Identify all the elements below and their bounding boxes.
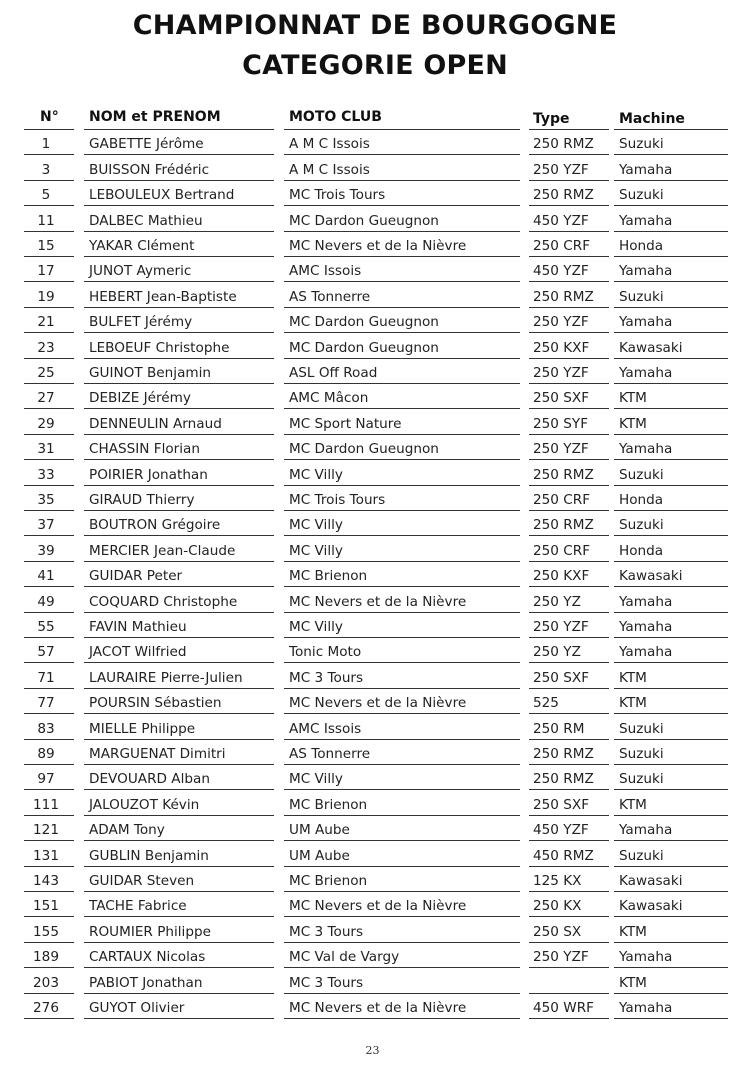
moto-club: MC Nevers et de la Nièvre (289, 593, 467, 610)
moto-club: MC Nevers et de la Nièvre (289, 237, 467, 254)
moto-club: MC Brienon (289, 796, 368, 813)
page-title-line-2: CATEGORIE OPEN (242, 50, 508, 81)
moto-club: MC Trois Tours (289, 187, 386, 204)
rider-name: JALOUZOT Kévin (89, 796, 200, 813)
moto-club: MC Brienon (289, 872, 368, 889)
rider-number: 17 (37, 263, 55, 280)
bike-machine: Yamaha (619, 263, 673, 280)
moto-club: MC Villy (289, 517, 343, 534)
rider-name: DALBEC Mathieu (89, 212, 203, 229)
bike-machine: Honda (619, 542, 664, 559)
bike-machine: Suzuki (619, 847, 664, 864)
moto-club: MC Nevers et de la Nièvre (289, 999, 467, 1016)
moto-club: AMC Issois (289, 263, 362, 280)
bike-type: 250 SXF (533, 796, 590, 813)
bike-type: 250 RMZ (533, 466, 594, 483)
rider-name: LAURAIRE Pierre-Julien (89, 669, 243, 686)
bike-type: 450 YZF (533, 263, 589, 280)
rider-number: 131 (33, 847, 59, 864)
bike-type: 250 SX (533, 923, 582, 940)
rider-name: GABETTE Jérôme (89, 136, 204, 153)
header-name: NOM et PRENOM (89, 109, 221, 125)
header-machine: Machine (619, 111, 685, 127)
rider-name: CHASSIN Florian (89, 441, 200, 458)
rider-number: 77 (37, 695, 55, 712)
table-row (0, 993, 734, 1018)
table-row (0, 967, 734, 992)
bike-type: 250 KXF (533, 339, 590, 356)
row-rule (529, 1018, 609, 1019)
rider-number: 151 (33, 898, 59, 915)
row-rule (24, 1018, 74, 1019)
header-num: N° (40, 109, 59, 125)
rider-number: 19 (37, 288, 55, 305)
bike-type: 450 WRF (533, 999, 594, 1016)
bike-machine: Yamaha (619, 314, 673, 331)
moto-club: AMC Mâcon (289, 390, 369, 407)
table-row (0, 942, 734, 967)
rider-number: 55 (37, 618, 55, 635)
rider-number: 97 (37, 771, 55, 788)
rider-number: 23 (37, 339, 55, 356)
rider-number: 41 (37, 568, 55, 585)
rider-number: 3 (41, 161, 51, 178)
table-row (0, 358, 734, 383)
page-number: 23 (365, 1044, 380, 1057)
table-row (0, 510, 734, 535)
bike-type: 250 KXF (533, 568, 590, 585)
table-row (0, 485, 734, 510)
rider-number: 1 (41, 136, 51, 153)
bike-type: 250 YZ (533, 593, 581, 610)
moto-club: MC Dardon Gueugnon (289, 314, 439, 331)
table-row (0, 916, 734, 941)
bike-type: 250 RMZ (533, 187, 594, 204)
rider-name: BOUTRON Grégoire (89, 517, 221, 534)
rider-name: GIRAUD Thierry (89, 491, 195, 508)
bike-machine: Kawasaki (619, 872, 683, 889)
bike-machine: KTM (619, 923, 647, 940)
bike-machine: Yamaha (619, 822, 673, 839)
table-row (0, 764, 734, 789)
bike-machine: Yamaha (619, 593, 673, 610)
bike-machine: Yamaha (619, 999, 673, 1016)
moto-club: MC Nevers et de la Nièvre (289, 695, 467, 712)
moto-club: MC Brienon (289, 568, 368, 585)
table-row (0, 739, 734, 764)
moto-club: MC Dardon Gueugnon (289, 339, 439, 356)
rider-name: BULFET Jérémy (89, 314, 193, 331)
moto-club: ASL Off Road (289, 364, 378, 381)
table-row (0, 789, 734, 814)
table-row (0, 205, 734, 230)
table-row (0, 688, 734, 713)
table-row (0, 891, 734, 916)
rider-name: LEBOULEUX Bertrand (89, 187, 235, 204)
moto-club: UM Aube (289, 847, 350, 864)
rider-name: ROUMIER Philippe (89, 923, 211, 940)
bike-type: 525 (533, 695, 559, 712)
rider-number: 5 (41, 187, 51, 204)
rider-number: 189 (33, 949, 59, 966)
rider-name: JUNOT Aymeric (89, 263, 192, 280)
rider-number: 33 (37, 466, 55, 483)
rider-name: COQUARD Christophe (89, 593, 238, 610)
table-row (0, 866, 734, 891)
table-row (0, 129, 734, 154)
bike-machine: KTM (619, 669, 647, 686)
bike-machine: Yamaha (619, 161, 673, 178)
table-row (0, 815, 734, 840)
rider-name: LEBOEUF Christophe (89, 339, 230, 356)
rider-number: 27 (37, 390, 55, 407)
table-row (0, 459, 734, 484)
table-row (0, 840, 734, 865)
moto-club: AMC Issois (289, 720, 362, 737)
rider-name: POURSIN Sébastien (89, 695, 222, 712)
rider-number: 89 (37, 745, 55, 762)
rider-number: 31 (37, 441, 55, 458)
rider-name: HEBERT Jean-Baptiste (89, 288, 237, 305)
moto-club: MC Villy (289, 466, 343, 483)
bike-machine: Kawasaki (619, 898, 683, 915)
rider-name: MIELLE Philippe (89, 720, 196, 737)
moto-club: MC Sport Nature (289, 415, 402, 432)
bike-type: 250 SXF (533, 390, 590, 407)
rider-name: BUISSON Frédéric (89, 161, 210, 178)
table-row (0, 408, 734, 433)
bike-machine: KTM (619, 796, 647, 813)
bike-type: 250 KX (533, 898, 582, 915)
bike-machine: Suzuki (619, 720, 664, 737)
table-row (0, 231, 734, 256)
table-row (0, 586, 734, 611)
moto-club: A M C Issois (289, 161, 370, 178)
rider-name: DEVOUARD Alban (89, 771, 210, 788)
bike-type: 450 RMZ (533, 847, 594, 864)
bike-machine: Yamaha (619, 949, 673, 966)
bike-type: 450 YZF (533, 822, 589, 839)
bike-type: 125 KX (533, 872, 582, 889)
rider-number: 83 (37, 720, 55, 737)
bike-machine: Suzuki (619, 136, 664, 153)
bike-machine: Suzuki (619, 466, 664, 483)
bike-type: 250 RMZ (533, 136, 594, 153)
bike-machine: Suzuki (619, 288, 664, 305)
rider-number: 143 (33, 872, 59, 889)
moto-club: MC 3 Tours (289, 669, 364, 686)
bike-machine: KTM (619, 415, 647, 432)
moto-club: AS Tonnerre (289, 288, 371, 305)
rider-name: JACOT Wilfried (89, 644, 187, 661)
bike-machine: Honda (619, 237, 664, 254)
rider-number: 121 (33, 822, 59, 839)
rider-number: 49 (37, 593, 55, 610)
rider-number: 155 (33, 923, 59, 940)
bike-type: 250 RMZ (533, 288, 594, 305)
table-row (0, 256, 734, 281)
bike-machine: Yamaha (619, 364, 673, 381)
table-row (0, 637, 734, 662)
bike-machine: Yamaha (619, 644, 673, 661)
row-rule (614, 1018, 728, 1019)
rider-number: 39 (37, 542, 55, 559)
rider-name: DEBIZE Jérémy (89, 390, 191, 407)
rider-name: FAVIN Mathieu (89, 618, 187, 635)
rider-name: GUINOT Benjamin (89, 364, 212, 381)
row-rule (84, 1018, 274, 1019)
table-row (0, 281, 734, 306)
rider-number: 111 (33, 796, 59, 813)
table-row (0, 612, 734, 637)
bike-type: 250 RMZ (533, 517, 594, 534)
table-row (0, 307, 734, 332)
bike-type: 250 SYF (533, 415, 589, 432)
bike-type: 250 RM (533, 720, 585, 737)
bike-machine: Yamaha (619, 618, 673, 635)
bike-machine: Honda (619, 491, 664, 508)
bike-type: 250 CRF (533, 542, 591, 559)
rider-number: 57 (37, 644, 55, 661)
bike-type: 250 YZF (533, 618, 589, 635)
bike-type: 250 YZF (533, 161, 589, 178)
moto-club: A M C Issois (289, 136, 370, 153)
bike-type: 250 YZF (533, 314, 589, 331)
rider-name: CARTAUX Nicolas (89, 949, 206, 966)
bike-type: 250 CRF (533, 491, 591, 508)
rider-name: GUIDAR Steven (89, 872, 195, 889)
bike-machine: Kawasaki (619, 339, 683, 356)
rider-name: PABIOT Jonathan (89, 974, 203, 991)
bike-type: 250 YZF (533, 949, 589, 966)
moto-club: MC Villy (289, 542, 343, 559)
bike-machine: Suzuki (619, 187, 664, 204)
table-row (0, 713, 734, 738)
rider-number: 21 (37, 314, 55, 331)
moto-club: MC Villy (289, 618, 343, 635)
header-type: Type (533, 111, 570, 127)
rider-name: TACHE Fabrice (89, 898, 187, 915)
rider-number: 203 (33, 974, 59, 991)
moto-club: Tonic Moto (289, 644, 362, 661)
bike-machine: KTM (619, 390, 647, 407)
rider-name: GUYOT Olivier (89, 999, 185, 1016)
bike-type: 250 RMZ (533, 745, 594, 762)
bike-machine: KTM (619, 695, 647, 712)
bike-machine: Yamaha (619, 441, 673, 458)
bike-machine: Suzuki (619, 745, 664, 762)
table-row (0, 561, 734, 586)
table-row (0, 434, 734, 459)
bike-machine: Yamaha (619, 212, 673, 229)
moto-club: MC 3 Tours (289, 923, 364, 940)
rider-number: 11 (37, 212, 55, 229)
bike-type: 250 SXF (533, 669, 590, 686)
bike-machine: Kawasaki (619, 568, 683, 585)
moto-club: MC Dardon Gueugnon (289, 212, 439, 229)
table-row (0, 332, 734, 357)
rider-number: 25 (37, 364, 55, 381)
moto-club: MC Dardon Gueugnon (289, 441, 439, 458)
rider-number: 276 (33, 999, 59, 1016)
table-row (0, 535, 734, 560)
row-rule (284, 1018, 520, 1019)
moto-club: MC Nevers et de la Nièvre (289, 898, 467, 915)
moto-club: MC Val de Vargy (289, 949, 400, 966)
moto-club: MC Villy (289, 771, 343, 788)
bike-machine: Suzuki (619, 517, 664, 534)
rider-number: 35 (37, 491, 55, 508)
bike-type: 250 RMZ (533, 771, 594, 788)
table-row (0, 180, 734, 205)
rider-number: 71 (37, 669, 55, 686)
table-row (0, 154, 734, 179)
bike-type: 250 CRF (533, 237, 591, 254)
bike-machine: KTM (619, 974, 647, 991)
bike-type: 250 YZF (533, 364, 589, 381)
bike-type: 450 YZF (533, 212, 589, 229)
rider-name: GUBLIN Benjamin (89, 847, 209, 864)
bike-type: 250 YZF (533, 441, 589, 458)
table-row (0, 383, 734, 408)
rider-name: GUIDAR Peter (89, 568, 183, 585)
table-row (0, 662, 734, 687)
moto-club: UM Aube (289, 822, 350, 839)
bike-type: 250 YZ (533, 644, 581, 661)
rider-name: ADAM Tony (89, 822, 165, 839)
moto-club: MC Trois Tours (289, 491, 386, 508)
rider-name: YAKAR Clément (89, 237, 195, 254)
rider-name: DENNEULIN Arnaud (89, 415, 222, 432)
moto-club: MC 3 Tours (289, 974, 364, 991)
rider-name: MARGUENAT Dimitri (89, 745, 226, 762)
rider-name: MERCIER Jean-Claude (89, 542, 236, 559)
header-club: MOTO CLUB (289, 109, 382, 125)
moto-club: AS Tonnerre (289, 745, 371, 762)
page-title-line-1: CHAMPIONNAT DE BOURGOGNE (132, 10, 618, 41)
rider-name: POIRIER Jonathan (89, 466, 208, 483)
rider-number: 37 (37, 517, 55, 534)
bike-machine: Suzuki (619, 771, 664, 788)
rider-number: 15 (37, 237, 55, 254)
rider-number: 29 (37, 415, 55, 432)
